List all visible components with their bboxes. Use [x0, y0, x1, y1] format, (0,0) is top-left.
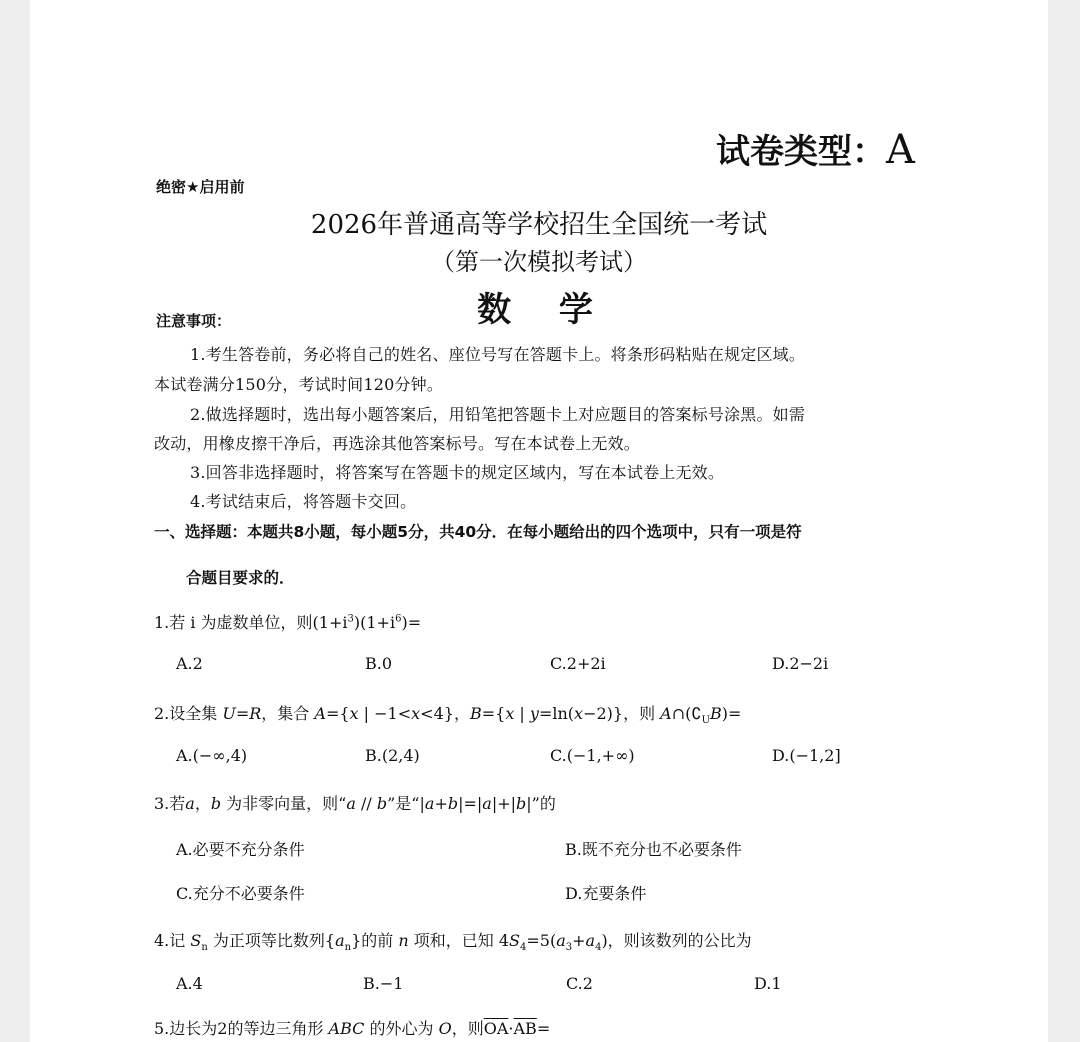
question-3-option-d: D.充要条件 [565, 884, 647, 903]
section-heading-line-1: 一、选择题：本题共8小题，每小题5分，共40分．在每小题给出的四个选项中，只有一项是符 [154, 523, 802, 541]
paper-type-label: 试卷类型： [716, 132, 886, 172]
exam-paper [30, 0, 1048, 1042]
question-2-option-d: D.(−1,2] [772, 746, 841, 765]
question-2-option-c: C.(−1,+∞) [550, 746, 635, 765]
question-1-option-b: B.0 [365, 654, 393, 673]
question-5-stem: 5.边长为2的等边三角形 ABC 的外心为 O，则$\overline{OA}\cdot\overline{AB}=$ [154, 1019, 551, 1038]
section-heading-line-2: 合题目要求的． [186, 569, 295, 587]
question-3-option-a: A.必要不充分条件 [176, 840, 305, 859]
notes-line-6: 4.考试结束后，将答题卡交回。 [190, 492, 417, 511]
question-3-option-b: B.既不充分也不必要条件 [565, 840, 742, 859]
exam-subtitle: （第一次模拟考试） [431, 248, 647, 276]
question-3-option-c: C.充分不必要条件 [176, 884, 305, 903]
question-4-option-d: D.1 [754, 974, 782, 993]
notes-line-4: 改动，用橡皮擦干净后，再选涂其他答案标号。写在本试卷上无效。 [154, 434, 641, 453]
confidential-label: 绝密★启用前 [156, 178, 245, 196]
question-1-option-d: D.2−2i [772, 654, 829, 673]
paper-type-value: A [886, 127, 915, 173]
question-4-option-b: B.−1 [363, 974, 404, 993]
exam-title: 2026年普通高等学校招生全国统一考试 [310, 210, 768, 240]
notes-line-3: 2.做选择题时，选出每小题答案后，用铅笔把答题卡上对应题目的答案标号涂黑。如需 [190, 405, 806, 424]
notes-line-5: 3.回答非选择题时，将答案写在答题卡的规定区域内，写在本试卷上无效。 [190, 463, 725, 482]
question-2-option-b: B.(2,4) [365, 746, 420, 765]
question-4-option-c: C.2 [566, 974, 593, 993]
notes-line-2: 本试卷满分150分，考试时间120分钟。 [154, 375, 444, 394]
question-1-option-c: C.2+2i [550, 654, 606, 673]
notes-heading: 注意事项： [156, 312, 232, 330]
paper-type [716, 124, 915, 173]
notes-line-1: 1.考生答卷前，务必将自己的姓名、座位号写在答题卡上。将条形码粘贴在规定区域。 [190, 345, 806, 364]
subject-title: 数 学 [477, 290, 601, 330]
question-2-option-a: A.(−∞,4) [176, 746, 248, 765]
vector-oa: $\overline{OA}$ [483, 1019, 509, 1038]
question-3-stem: 3.若a，b 为非零向量，则“a // b”是“|a+b|=|a|+|b|”的 [154, 794, 556, 813]
vector-ab: $\overline{AB}$ [513, 1019, 537, 1038]
question-2-stem: 2.设全集 U=R，集合 A={x | −1<x<4}，B={x | y=ln(x−2)}，则 $A\cap(∁_UB)=$ [154, 704, 742, 727]
question-1-option-a: A.2 [176, 654, 203, 673]
question-1-stem: 1.若 i 为虚数单位，则$(1+i^3)(1+i^6)=$ [154, 613, 422, 632]
question-4-option-a: A.4 [176, 974, 203, 993]
question-4-stem: 4.记 $S_n$ 为正项等比数列$\{a_n\}$的前 n 项和，已知 $4S_4=5(a_3+a_4)$，则该数列的公比为 [154, 931, 752, 954]
